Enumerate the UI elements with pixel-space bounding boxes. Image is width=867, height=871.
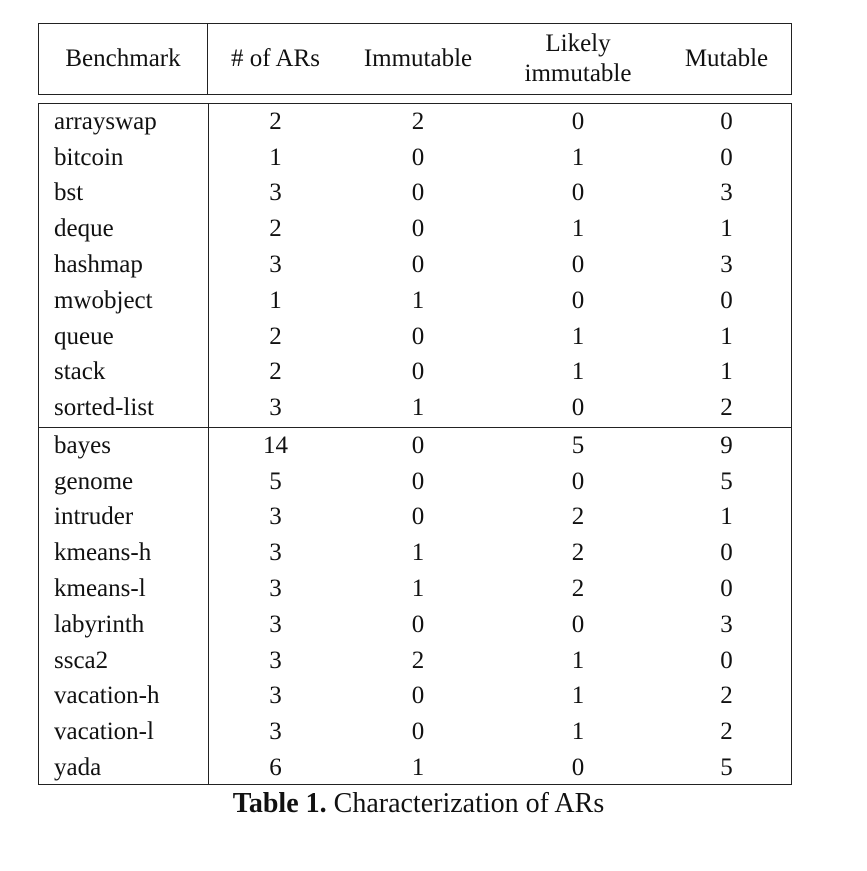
value-cell: 3 — [269, 682, 282, 710]
value-cell: 2 — [269, 215, 282, 243]
value-cell: 2 — [571, 539, 585, 567]
value-cell: 0 — [411, 143, 425, 171]
table-row — [39, 428, 791, 464]
value-cell: 2 — [720, 394, 733, 422]
value-cell: 0 — [720, 646, 733, 674]
header-likely-line2: immutable — [524, 60, 632, 87]
value-cell: 5 — [269, 467, 282, 495]
table-row — [39, 211, 791, 247]
value-cell: 9 — [720, 431, 733, 459]
value-cell: 5 — [720, 467, 733, 495]
value-cell: 0 — [720, 286, 733, 314]
table-row — [39, 464, 791, 500]
value-cell: 3 — [720, 610, 733, 638]
value-cell: 3 — [269, 251, 282, 279]
value-cell: 3 — [269, 394, 282, 422]
value-cell: 0 — [571, 179, 585, 207]
value-cell: 0 — [411, 322, 425, 350]
benchmark-name-cell: vacation-l — [54, 718, 154, 746]
value-cell: 1 — [720, 358, 733, 386]
benchmark-name-cell: bst — [54, 179, 84, 207]
value-cell: 1 — [571, 646, 585, 674]
table-caption — [0, 788, 837, 820]
value-cell: 0 — [571, 467, 585, 495]
value-cell: 0 — [411, 431, 425, 459]
value-cell: 2 — [269, 358, 282, 386]
value-cell: 2 — [269, 107, 282, 135]
value-cell: 0 — [411, 718, 425, 746]
benchmark-name-cell: labyrinth — [54, 610, 145, 638]
table-row — [39, 714, 791, 750]
value-cell: 0 — [720, 575, 733, 603]
table-row — [39, 319, 791, 355]
benchmark-name-cell: kmeans-l — [54, 575, 146, 603]
value-cell: 0 — [571, 394, 585, 422]
value-cell: 3 — [269, 539, 282, 567]
benchmark-name-cell: intruder — [54, 503, 134, 531]
value-cell: 0 — [411, 251, 425, 279]
value-cell: 0 — [571, 754, 585, 782]
value-cell: 0 — [411, 503, 425, 531]
value-cell: 1 — [720, 215, 733, 243]
value-cell: 1 — [411, 286, 425, 314]
value-cell: 3 — [269, 503, 282, 531]
benchmark-name-cell: bayes — [54, 431, 111, 459]
value-cell: 0 — [411, 358, 425, 386]
value-cell: 1 — [571, 718, 585, 746]
table-row — [39, 500, 791, 536]
value-cell: 1 — [720, 503, 733, 531]
value-cell: 1 — [411, 539, 425, 567]
table-row — [39, 571, 791, 607]
benchmark-name-cell: stack — [54, 358, 106, 386]
header-likely-line1: Likely — [545, 30, 611, 57]
benchmark-name-cell: sorted-list — [54, 394, 154, 422]
value-cell: 0 — [411, 179, 425, 207]
header-immutable: Immutable — [363, 45, 473, 72]
value-cell: 6 — [269, 754, 282, 782]
benchmark-name-cell: vacation-h — [54, 682, 160, 710]
table-row — [39, 535, 791, 571]
benchmark-name-cell: ssca2 — [54, 646, 109, 674]
value-cell: 3 — [269, 179, 282, 207]
table-body — [38, 103, 792, 785]
value-cell: 0 — [571, 251, 585, 279]
value-cell: 2 — [411, 107, 425, 135]
value-cell: 1 — [571, 143, 585, 171]
benchmark-name-cell: genome — [54, 467, 134, 495]
value-cell: 2 — [411, 646, 425, 674]
value-cell: 3 — [720, 251, 733, 279]
value-cell: 2 — [571, 575, 585, 603]
value-cell: 1 — [571, 682, 585, 710]
value-cell: 2 — [720, 718, 733, 746]
value-cell: 1 — [269, 143, 282, 171]
table-row — [39, 390, 791, 426]
benchmark-name-cell: hashmap — [54, 251, 143, 279]
table-row — [39, 176, 791, 212]
value-cell: 0 — [571, 107, 585, 135]
value-cell: 0 — [411, 682, 425, 710]
table-row — [39, 607, 791, 643]
table-group-stamp — [39, 427, 791, 786]
value-cell: 3 — [269, 610, 282, 638]
value-cell: 3 — [269, 575, 282, 603]
table-group-data-structures — [39, 104, 791, 426]
table-row — [39, 104, 791, 140]
value-cell: 3 — [720, 179, 733, 207]
table-row — [39, 140, 791, 176]
caption-text: Characterization of ARs — [333, 788, 605, 819]
table-row — [39, 355, 791, 391]
benchmark-name-cell: bitcoin — [54, 143, 124, 171]
value-cell: 2 — [720, 682, 733, 710]
value-cell: 0 — [720, 143, 733, 171]
value-cell: 1 — [571, 322, 585, 350]
header-benchmark: Benchmark — [39, 24, 208, 94]
header-likely-immutable — [493, 24, 663, 94]
value-cell: 1 — [720, 322, 733, 350]
value-cell: 1 — [411, 754, 425, 782]
table-row — [39, 679, 791, 715]
value-cell: 3 — [269, 646, 282, 674]
value-cell: 1 — [411, 394, 425, 422]
table-row — [39, 643, 791, 679]
benchmark-name-cell: arrayswap — [54, 107, 157, 135]
value-cell: 5 — [571, 431, 585, 459]
value-cell: 5 — [720, 754, 733, 782]
value-cell: 2 — [269, 322, 282, 350]
value-cell: 0 — [411, 610, 425, 638]
benchmark-name-cell: deque — [54, 215, 114, 243]
header-mutable: Mutable — [684, 45, 769, 72]
value-cell: 0 — [571, 610, 585, 638]
value-cell: 1 — [411, 575, 425, 603]
value-cell: 0 — [411, 215, 425, 243]
table-row — [39, 247, 791, 283]
table-row — [39, 283, 791, 319]
value-cell: 14 — [263, 431, 288, 459]
value-cell: 1 — [269, 286, 282, 314]
benchmark-name-cell: queue — [54, 322, 114, 350]
table-header — [38, 23, 792, 95]
value-cell: 1 — [571, 215, 585, 243]
value-cell: 0 — [720, 539, 733, 567]
table-row — [39, 750, 791, 786]
value-cell: 3 — [269, 718, 282, 746]
value-cell: 2 — [571, 503, 585, 531]
caption-label: Table 1. — [232, 788, 327, 819]
benchmark-name-cell: kmeans-h — [54, 539, 152, 567]
benchmark-name-cell: mwobject — [54, 286, 153, 314]
header-num-ars: # of ARs — [231, 45, 320, 72]
value-cell: 0 — [571, 286, 585, 314]
value-cell: 0 — [720, 107, 733, 135]
value-cell: 1 — [571, 358, 585, 386]
value-cell: 0 — [411, 467, 425, 495]
benchmark-name-cell: yada — [54, 754, 102, 782]
